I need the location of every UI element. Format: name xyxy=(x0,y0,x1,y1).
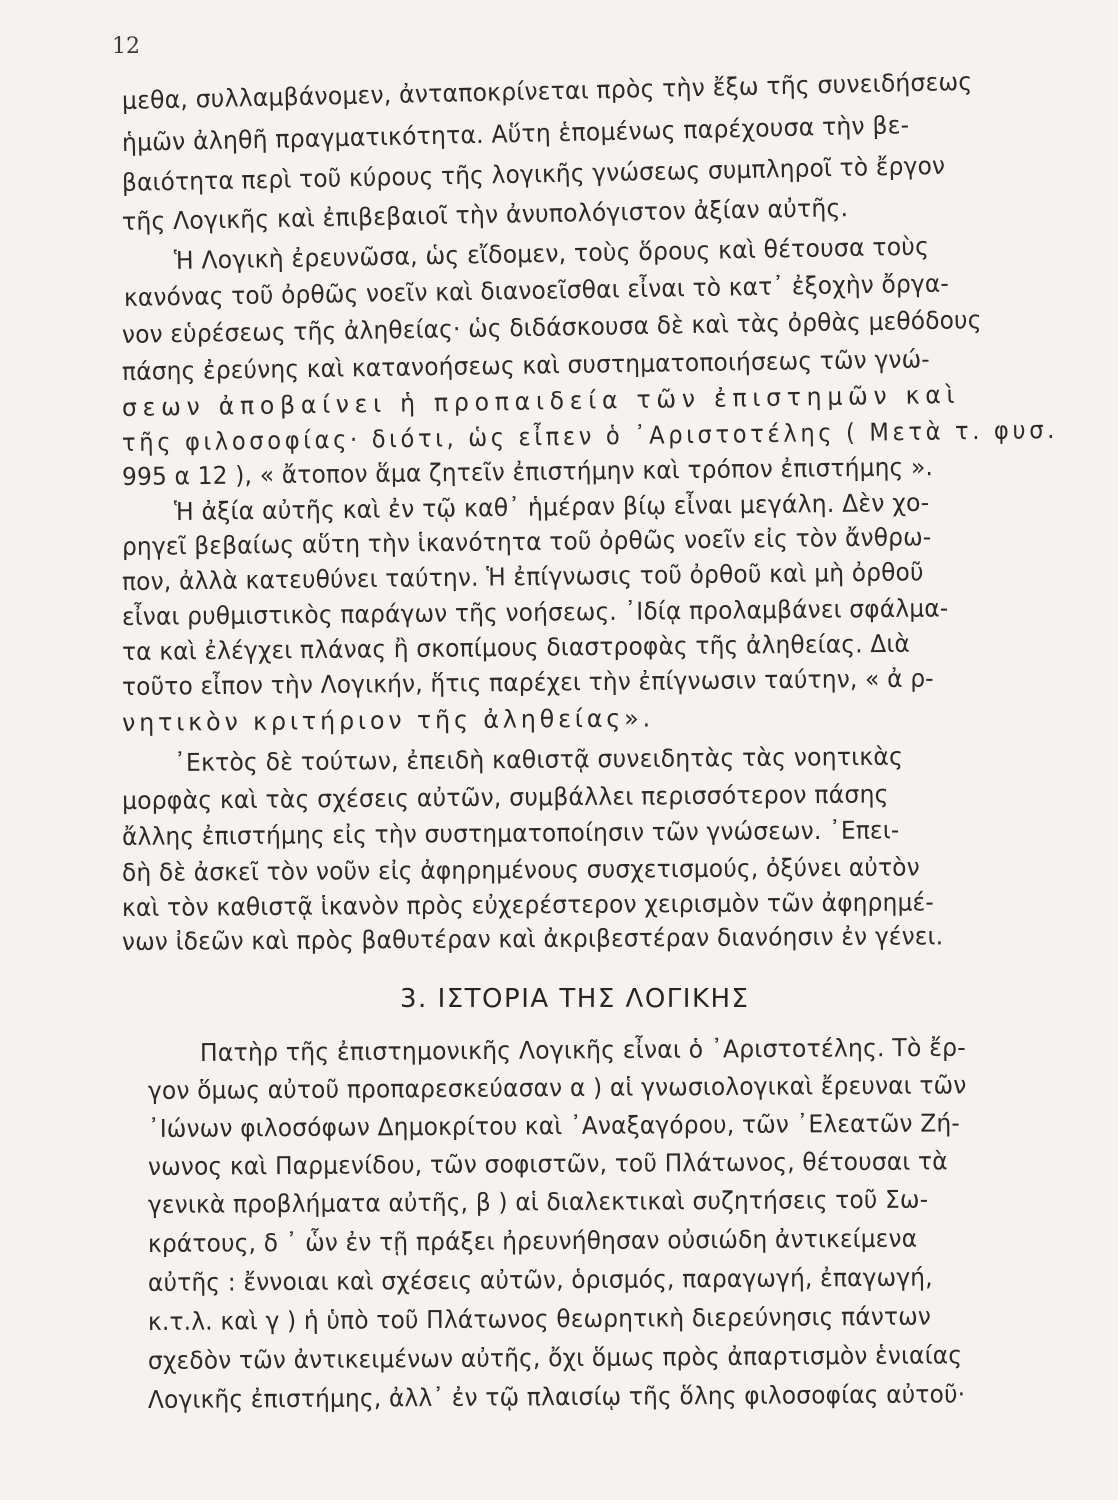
text-line: κ.τ.λ. καὶ γ ) ἡ ὑπὸ τοῦ Πλάτωνος θεωρητικὴ διερεύνησις πάντων xyxy=(147,1301,932,1336)
page-number: 12 xyxy=(112,34,140,59)
text-line: νον εὑρέσεως τῆς ἀληθείας· ὡς διδάσκουσα δὲ καὶ τὰς ὀρθὰς μεθόδους xyxy=(121,304,982,349)
text-line: μορφὰς καὶ τὰς σχέσεις αὐτῶν, συμβάλλει περισσότερον πάσης xyxy=(121,779,889,815)
text-line: ᾿Εκτὸς δὲ τούτων, ἐπειδὴ καθιστᾷ συνειδητὰς τὰς νοητικὰς xyxy=(173,741,904,777)
text-line: Πατὴρ τῆς ἐπιστημονικῆς Λογικῆς εἶναι ὁ ᾿Αριστοτέλης. Τὸ ἔρ- xyxy=(199,1032,966,1067)
text-line: νων ἰδεῶν καὶ πρὸς βαθυτέραν καὶ ἀκριβεστέραν διανόησιν ἐν γένει. xyxy=(121,921,944,956)
text-line: εἶναι ρυθμιστικὸς παράγων τῆς νοήσεως. ᾿Ιδίᾳ προλαμβάνει σφάλμα- xyxy=(121,593,949,631)
text-line: 995 α 12 ), « ἄτοπον ἅμα ζητεῖν ἐπιστήμην καὶ τρόπον ἐπιστήμης ». xyxy=(121,452,934,491)
text-line: Λογικῆς ἐπιστήμης, ἀλλ᾽ ἐν τῷ πλαισίῳ τῆς ὅλης φιλοσοφίας αὐτοῦ· xyxy=(147,1379,966,1414)
text-line: κράτους, δ ᾽ ὧν ἐν τῇ πράξει ἠρευνήθησαν οὐσιώδη ἀντικείμενα xyxy=(147,1223,918,1258)
text-line: τῆς φιλοσοφίας· διότι, ὡς εἶπεν ὁ ᾿Αριστοτέλης ( Μετὰ τ. φυσ. xyxy=(121,414,1059,457)
text-line: κανόνας τοῦ ὀρθῶς νοεῖν καὶ διανοεῖσθαι εἶναι τὸ κατ᾽ ἐξοχὴν ὄργα- xyxy=(123,268,950,312)
text-line: τῆς Λογικῆς καὶ ἐπιβεβαιοῖ τὴν ἀνυπολόγιστον ἀξίαν αὐτῆς. xyxy=(121,193,849,236)
text-line: αὐτῆς : ἔννοιαι καὶ σχέσεις αὐτῶν, ὁρισμός, παραγωγή, ἐπαγωγή, xyxy=(147,1262,933,1297)
text-line: ἄλλης ἐπιστήμης εἰς τὴν συστηματοποίησιν τῶν γνώσεων. ᾿Επει- xyxy=(121,815,900,851)
text-line: δὴ δὲ ἀσκεῖ τὸν νοῦν εἰς ἀφηρημένους συσχετισμούς, ὀξύνει αὐτὸν xyxy=(121,852,920,887)
text-line: πάσης ἐρεύνης καὶ κατανοήσεως καὶ συστηματοποιήσεως τῶν γνώ- xyxy=(121,344,931,386)
text-line: νητικὸν κριτήριον τῆς ἀληθείας». xyxy=(121,703,655,737)
text-line: ᾿Ιώνων φιλοσόφων Δημοκρίτου καὶ ᾿Αναξαγόρου, τῶν ᾿Ελεατῶν Ζή- xyxy=(147,1108,961,1143)
text-line: σεων ἀποβαίνει ἡ προπαιδεία τῶν ἐπιστημῶν καὶ xyxy=(121,379,961,422)
text-line: μεθα, συλλαμβάνομεν, ἀνταποκρίνεται πρὸς τὴν ἔξω τῆς συνειδήσεως xyxy=(121,66,973,115)
text-line: νωνος καὶ Παρμενίδου, τῶν σοφιστῶν, τοῦ Πλάτωνος, θέτουσαι τὰ xyxy=(147,1146,948,1181)
text-line: γενικὰ προβλήματα αὐτῆς, β ) αἱ διαλεκτικαὶ συζητήσεις τοῦ Σω- xyxy=(147,1184,929,1219)
text-line: βαιότητα περὶ τοῦ κύρους τῆς λογικῆς γνώσεως συμπληροῖ τὸ ἔργον xyxy=(121,150,946,197)
text-line: Ἡ Λογικὴ ἐρευνῶσα, ὡς εἴδομεν, τοὺς ὅρους καὶ θέτουσα τοὺς xyxy=(173,231,930,275)
text-line: ρηγεῖ βεβαίως αὕτη τὴν ἱκανότητα τοῦ ὀρθῶς νοεῖν εἰς τὸν ἄνθρω- xyxy=(121,522,932,561)
text-line: Ἡ ἀξία αὐτῆς καὶ ἐν τῷ καθ᾽ ἡμέραν βίῳ εἶναι μεγάλη. Δὲν χο- xyxy=(173,487,930,526)
text-line: πον, ἀλλὰ κατευθύνει ταύτην. Ἡ ἐπίγνωσις τοῦ ὀρθοῦ καὶ μὴ ὀρθοῦ xyxy=(121,557,924,596)
section-heading: 3. ΙΣΤΟΡΙΑ ΤΗΣ ΛΟΓΙΚΗΣ xyxy=(400,984,750,1014)
text-line: γον ὅμως αὐτοῦ προπαρεσκεύασαν α ) αἱ γνωσιολογικαὶ ἔρευναι τῶν xyxy=(147,1070,967,1105)
text-line: τα καὶ ἐλέγχει πλάνας ἢ σκοπίμους διαστροφὰς τῆς ἀληθείας. Διὰ xyxy=(121,628,911,666)
text-line: καὶ τὸν καθιστᾷ ἱκανὸν πρὸς εὐχερέστερον χειρισμὸν τῶν ἀφηρημέ- xyxy=(121,887,934,922)
text-line: σχεδὸν τῶν ἀντικειμένων αὐτῆς, ὄχι ὅμως πρὸς ἀπαρτισμὸν ἑνιαίας xyxy=(147,1340,963,1375)
text-line: τοῦτο εἶπον τὴν Λογικήν, ἥτις παρέχει τὴν ἐπίγνωσιν ταύτην, « ἀ ρ- xyxy=(121,663,934,701)
text-line: ἡμῶν ἀληθῆ πραγματικότητα. Αὕτη ἑπομένως παρέχουσα τὴν βε- xyxy=(121,110,910,157)
